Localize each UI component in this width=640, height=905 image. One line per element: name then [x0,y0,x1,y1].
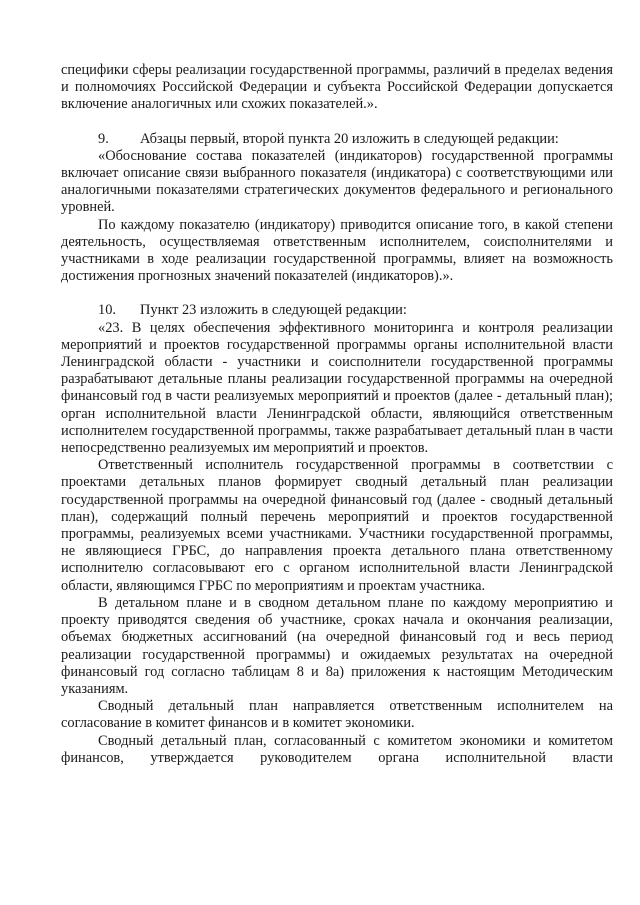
item-heading-9 [61,131,613,148]
paragraph: «23. В целях обеспечения эффективного мониторинга и контроля реализации мероприятий и проектов государственной программы органы исполнительной власти Ленинградской области - участники и соисполнители государственной программы разрабатывают детальные планы реализации государственной программы на очередной финансовый год в части реализуемых мероприятий и проектов (далее - детальный план); орган исполнительной власти Ленинградской области, являющийся ответственным исполнителем государственной программы, также разрабатывает детальный план в части непосредственно реализуемых им мероприятий и проектов. [61,319,613,457]
item-heading-10 [61,302,613,319]
paragraph: Сводный детальный план направляется ответственным исполнителем на согласование в комитет финансов и в комитет экономики. [61,698,613,732]
item-number: 9. [98,130,109,147]
paragraph-continuation: специфики сферы реализации государственной программы, различий в пределах ведения и полномочиях Российской Федерации и субъекта Российской Федерации допускается включение аналогичных или схожих показателей.». [61,62,613,113]
item-number: 10. [98,302,116,319]
spacer [61,114,613,131]
paragraph: В детальном плане и в сводном детальном плане по каждому мероприятию и проекту приводятся сведения об участнике, сроках начала и окончания реализации, объемах бюджетных ассигнований (на очередной финансовый год и весь период реализации государственной программы) и ожидаемых результатах на очередной финансовый год согласно таблицам 8 и 8а) приложения к настоящим Методическим указаниям. [61,594,613,697]
paragraph: По каждому показателю (индикатору) приводится описание того, в какой степени деятельность, осуществляемая ответственным исполнителем, соисполнителями и участниками в ходе реализации государственной программы, влияет на возможность достижения прогнозных значений показателей (индикаторов).». [61,216,613,285]
spacer [61,285,613,302]
paragraph: Ответственный исполнитель государственной программы в соответствии с проектами детальных планов формирует сводный детальный план реализации государственной программы на очередной финансовый год (далее - сводный детальный план), содержащий полный перечень мероприятий и проектов государственной программы, реализуемых всеми участниками. Участники государственной программы, не являющиеся ГРБС, до направления проекта детального плана ответственному исполнителю согласовывают его с органом исполнительной власти Ленинградской области, являющимся ГРБС по мероприятиям и проектам участника. [61,457,613,594]
paragraph-continues-next-page: Сводный детальный план, согласованный с комитетом экономики и комитетом финансов, утверждается руководителем органа исполнительной власти [61,732,613,766]
item-heading-text: Абзацы первый, второй пункта 20 изложить в следующей редакции: [140,130,559,147]
paragraph: «Обоснование состава показателей (индикаторов) государственной программы включает описание связи выбранного показателя (индикатора) с соответствующими или аналогичными показателями стратегических документов федерального и регионального уровней. [61,147,613,216]
item-heading-text: Пункт 23 изложить в следующей редакции: [140,302,407,319]
